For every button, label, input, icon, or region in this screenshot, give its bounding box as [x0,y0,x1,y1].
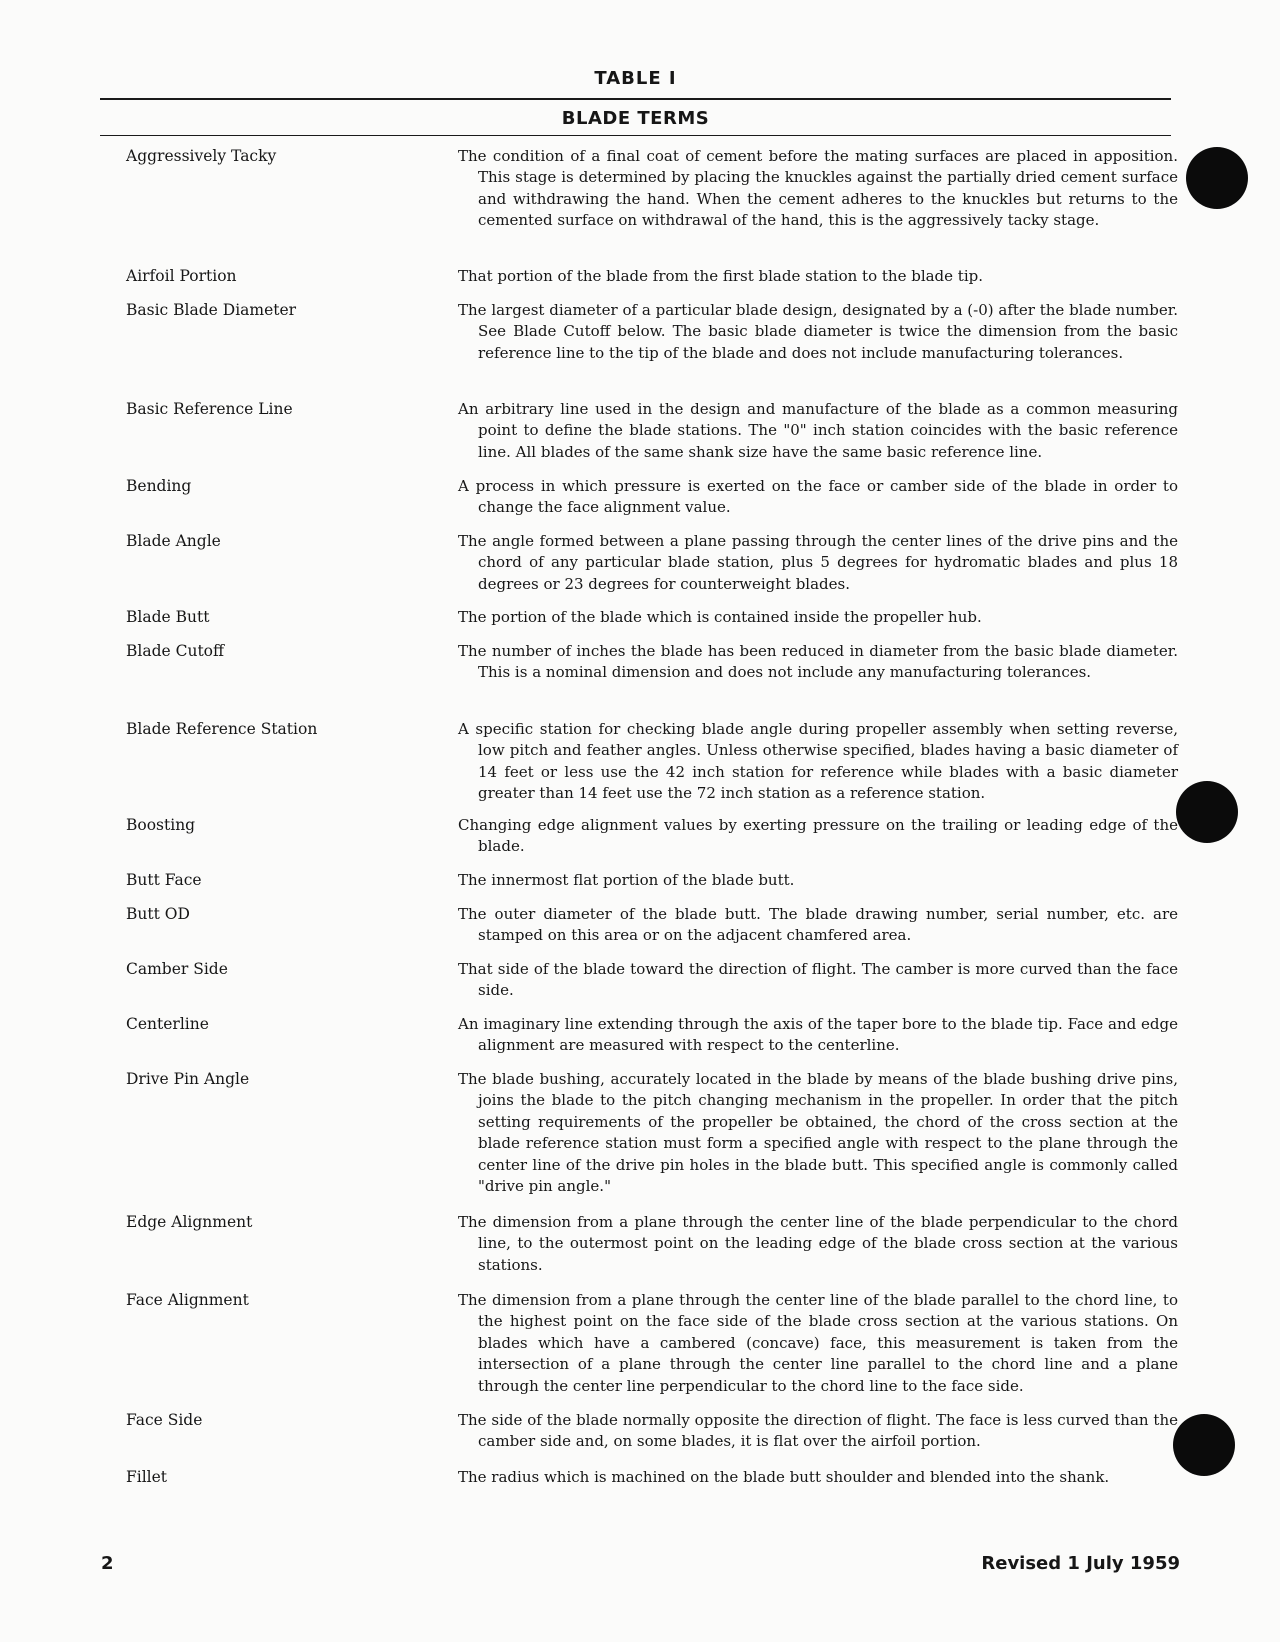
term-label: Camber Side [126,960,228,978]
page-number: 2 [101,1553,114,1574]
term-definition: That side of the blade toward the direction of flight. The camber is more curved than the face side. [458,960,1178,1000]
term-label: Centerline [126,1015,209,1033]
punch-hole [1176,781,1238,843]
term-label: Blade Cutoff [126,642,225,660]
term-definition: A process in which pressure is exerted on the face or camber side of the blade in order to change the face alignment value. [458,477,1178,517]
table-label: TABLE I [594,68,677,89]
term-definition: The largest diameter of a particular blade design, designated by a (-0) after the blade number. See Blade Cutoff below. The basic blade diameter is twice the dimension from the basic reference line to the tip of the blade and does not include manufacturing tolerances. [458,301,1178,362]
term-definition: The innermost flat portion of the blade butt. [458,871,795,889]
term-definition: The dimension from a plane through the center line of the blade parallel to the chord line, to the highest point on the face side of the blade cross section at the various stations. On blades which have a cambered (concave) face, this measurement is taken from the intersection of a plane through the center line parallel to the chord line and a plane through the center line perpendicular to the chord line to the face side. [458,1291,1178,1395]
term-label: Basic Blade Diameter [126,301,297,319]
punch-hole [1173,1414,1235,1476]
term-label: Drive Pin Angle [126,1070,250,1088]
term-definition: The angle formed between a plane passing through the center lines of the drive pins and the chord of any particular blade station, plus 5 degrees for hydromatic blades and plus 18 degrees or 23 degrees for counterweight blades. [458,532,1178,593]
term-definition: An arbitrary line used in the design and manufacture of the blade as a common measuring point to define the blade stations. The "0" inch station coincides with the basic reference line. All blades of the same shank size have the same basic reference line. [458,400,1178,461]
term-definition: The side of the blade normally opposite the direction of flight. The face is less curved than the camber side and, on some blades, it is flat over the airfoil portion. [458,1411,1178,1451]
term-label: Blade Reference Station [126,720,318,738]
title-rule-top [100,98,1171,100]
punch-hole [1186,147,1248,209]
term-label: Boosting [126,816,196,834]
term-definition: Changing edge alignment values by exerting pressure on the trailing or leading edge of the blade. [458,816,1178,856]
term-definition: A specific station for checking blade angle during propeller assembly when setting reverse, low pitch and feather angles. Unless otherwise specified, blades having a basic diameter of 14 feet or less use the 42 inch station for reference while blades with a basic diameter greater than 14 feet use the 72 inch station as a reference station. [458,720,1178,803]
term-label: Bending [126,477,192,495]
term-label: Edge Alignment [126,1213,253,1231]
term-definition: The radius which is machined on the blade butt shoulder and blended into the shank. [458,1468,1110,1486]
term-definition: The condition of a final coat of cement before the mating surfaces are placed in apposition. This stage is determined by placing the knuckles against the partially dried cement surface and withdrawing the hand. When the cement adheres to the knuckles but returns to the cemented surface on withdrawal of the hand, this is the aggressively tacky stage. [458,147,1178,230]
term-label: Fillet [126,1468,168,1486]
term-definition: The number of inches the blade has been reduced in diameter from the basic blade diameter. This is a nominal dimension and does not include any manufacturing tolerances. [458,642,1178,682]
term-label: Basic Reference Line [126,400,293,418]
term-label: Butt OD [126,905,190,923]
term-label: Aggressively Tacky [126,147,277,165]
term-label: Face Side [126,1411,203,1429]
term-definition: The dimension from a plane through the center line of the blade perpendicular to the chord line, to the outermost point on the leading edge of the blade cross section at the various stations. [458,1213,1178,1274]
term-label: Blade Butt [126,608,210,626]
term-definition: The blade bushing, accurately located in the blade by means of the blade bushing drive pins, joins the blade to the pitch changing mechanism in the propeller. In order that the pitch setting requirements of the propeller be obtained, the chord of the cross section at the blade reference station must form a specified angle with respect to the plane through the center line of the drive pin holes in the blade butt. This specified angle is commonly called "drive pin angle." [458,1070,1178,1196]
title-rule-bottom [100,135,1171,136]
table-title: BLADE TERMS [561,108,710,129]
term-definition: That portion of the blade from the first blade station to the blade tip. [458,267,983,285]
revision-date: Revised 1 July 1959 [981,1553,1180,1574]
term-label: Airfoil Portion [126,267,237,285]
term-label: Butt Face [126,871,202,889]
term-definition: An imaginary line extending through the axis of the taper bore to the blade tip. Face and edge alignment are measured with respect to the centerline. [458,1015,1178,1055]
term-definition: The portion of the blade which is contained inside the propeller hub. [458,608,982,626]
term-label: Face Alignment [126,1291,249,1309]
term-definition: The outer diameter of the blade butt. The blade drawing number, serial number, etc. are stamped on this area or on the adjacent chamfered area. [458,905,1178,945]
term-label: Blade Angle [126,532,221,550]
